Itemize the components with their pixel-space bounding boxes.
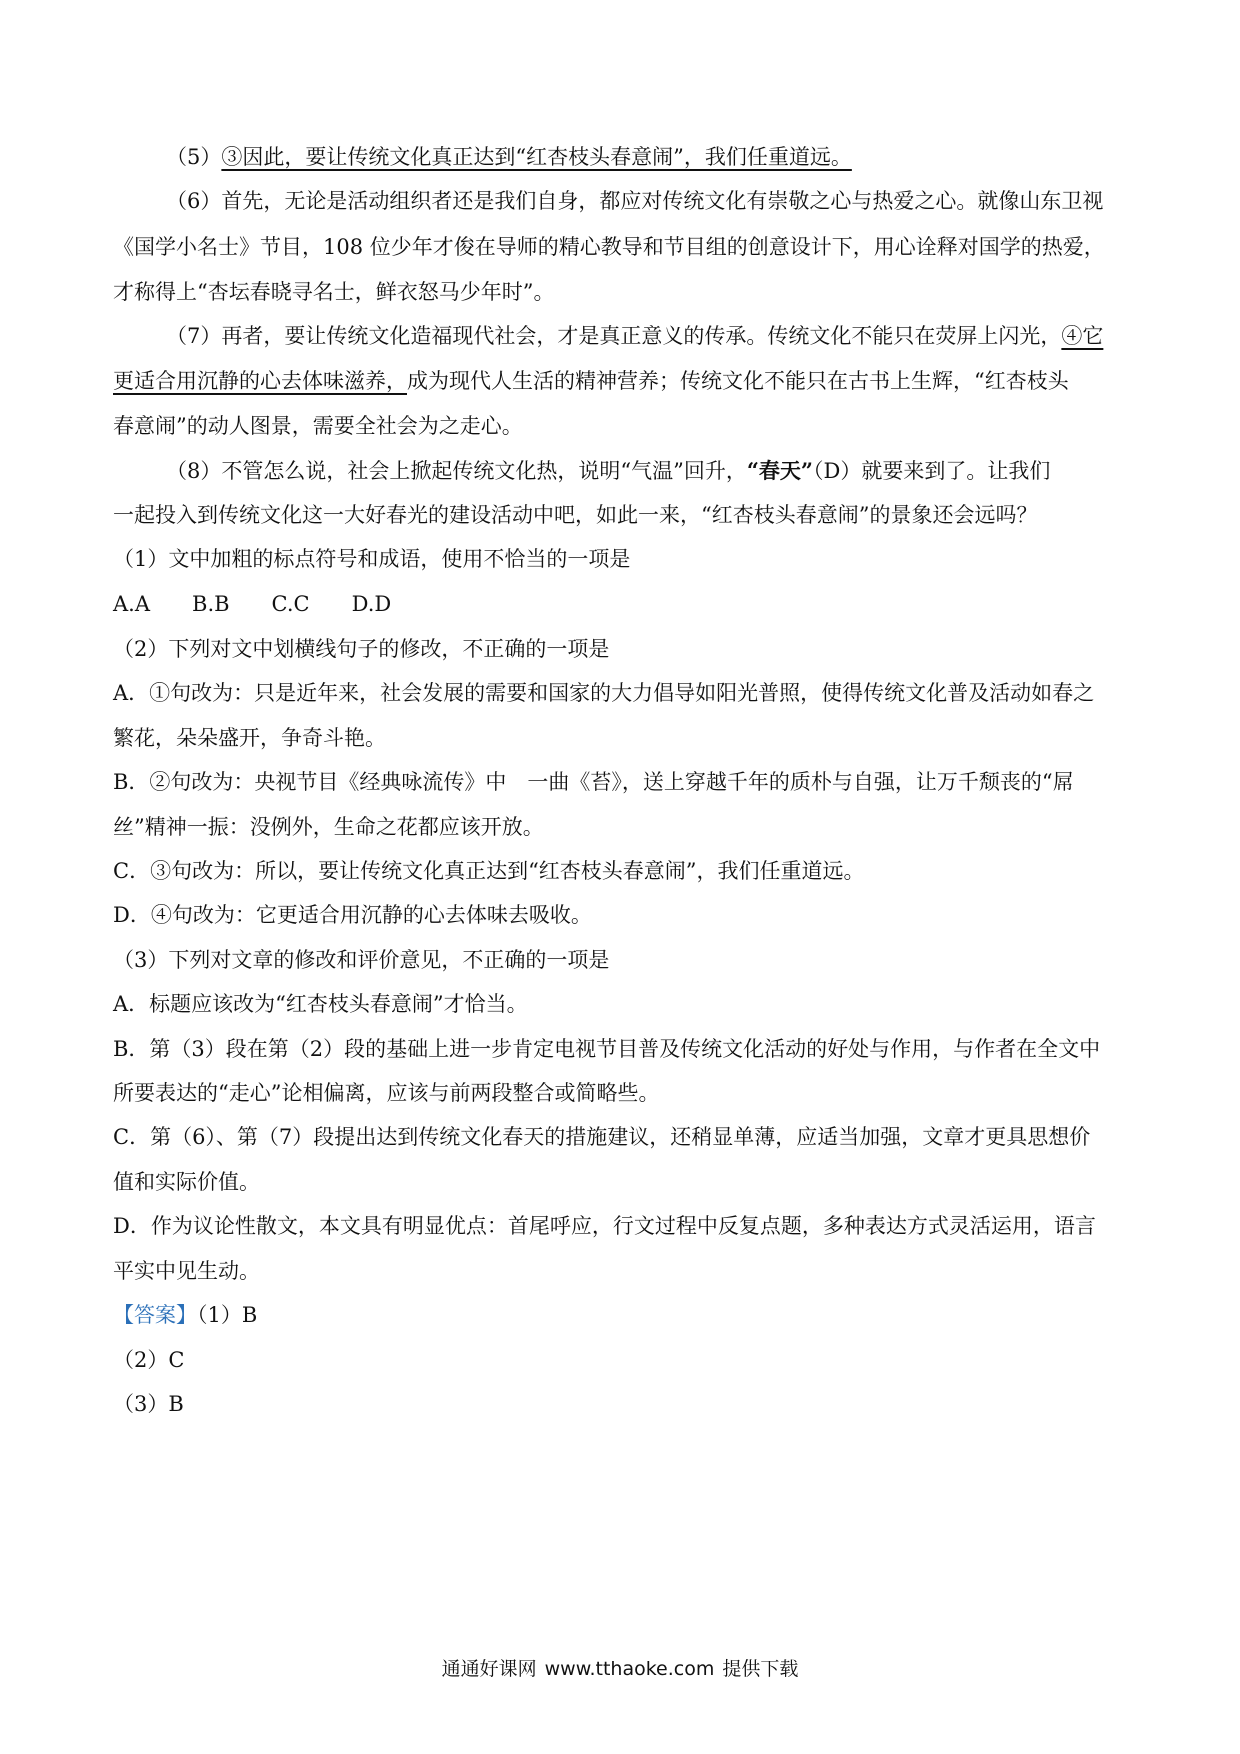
answer-2: （2）C — [113, 1348, 185, 1372]
question2-option-b-cont: 丝”精神一振：没例外，生命之花都应该开放。 — [113, 815, 544, 839]
para8-line1-pre: （8）不管怎么说，社会上掀起传统文化热，说明“气温”回升， — [166, 459, 747, 483]
question3-option-d: D．作为议论性散文，本文具有明显优点：首尾呼应，行文过程中反复点题，多种表达方式灵活运用，语言 — [113, 1214, 1096, 1238]
question2-option-c: C．③句改为：所以，要让传统文化真正达到“红杏枝头春意闹”，我们任重道远。 — [113, 859, 865, 883]
para7-line1 — [166, 321, 1134, 351]
footer-url[interactable]: www.tthaoke.com — [544, 1658, 715, 1680]
question3-option-b-cont: 所要表达的“走心”论相偏离，应该与前两段整合或简略些。 — [113, 1081, 660, 1105]
answer-3: （3）B — [113, 1392, 184, 1416]
answer-line1 — [113, 1300, 1133, 1330]
question3-option-c-cont: 值和实际价值。 — [113, 1170, 260, 1194]
footer-note: 提供下载 — [722, 1658, 799, 1680]
question2-option-b: B．②句改为：央视节目《经典咏流传》中 一曲《苔》，送上穿越千年的质朴与自强，让万千颓丧的“屌 — [113, 770, 1074, 794]
para7-line2 — [113, 366, 1133, 396]
question2-option-a: A．①句改为：只是近年来，社会发展的需要和国家的大力倡导如阳光普照，使得传统文化普及活动如春之 — [113, 681, 1095, 705]
question3-option-d-cont: 平实中见生动。 — [113, 1259, 260, 1283]
answer-1: （1）B — [197, 1303, 258, 1327]
page-footer — [0, 1655, 1240, 1683]
underlined-sentence-4-end: 更适合用沉静的心去体味滋养， — [113, 369, 407, 393]
para8-line2: 一起投入到传统文化这一大好春光的建设活动中吧，如此一来，“红杏枝头春意闹”的景象还会远吗？ — [113, 503, 1038, 527]
question3-option-b: B．第（3）段在第（2）段的基础上进一步肯定电视节目普及传统文化活动的好处与作用，与作者在全文中 — [113, 1037, 1101, 1061]
question2-stem: （2）下列对文中划横线句子的修改，不正确的一项是 — [113, 637, 610, 661]
para5-line — [166, 142, 1134, 172]
footer-site: 通通好课网 — [441, 1658, 537, 1680]
para6-line2: 《国学小名士》节目，108 位少年才俊在导师的精心教导和节目组的创意设计下，用心诠释对国学的热爱， — [113, 235, 1105, 259]
question2-option-a-cont: 繁花，朵朵盛开，争奇斗艳。 — [113, 726, 386, 750]
para8-line1-post: （D）就要来到了。让我们 — [813, 459, 1051, 483]
question1-stem: （1）文中加粗的标点符号和成语，使用不恰当的一项是 — [113, 547, 631, 571]
bold-phrase-spring: “春天” — [746, 458, 814, 483]
para7-line2-text: 成为现代人生活的精神营养；传统文化不能只在古书上生辉，“红杏枝头 — [407, 369, 1069, 393]
underlined-sentence-4-start: ④它 — [1061, 324, 1104, 348]
para8-line1 — [166, 456, 1134, 486]
underlined-sentence-3: ③因此，要让传统文化真正达到“红杏枝头春意闹”，我们任重道远。 — [221, 145, 852, 169]
question3-option-a: A．标题应该改为“红杏枝头春意闹”才恰当。 — [113, 992, 528, 1016]
para6-line1: （6）首先，无论是活动组织者还是我们自身，都应对传统文化有崇敬之心与热爱之心。就像山东卫视 — [166, 189, 1104, 213]
para7-line3: 春意闹”的动人图景，需要全社会为之走心。 — [113, 414, 523, 438]
para6-line3: 才称得上“杏坛春晓寻名士，鲜衣怒马少年时”。 — [113, 280, 555, 304]
answer-label: 【答案】 — [113, 1303, 197, 1327]
question3-stem: （3）下列对文章的修改和评价意见，不正确的一项是 — [113, 948, 610, 972]
para7-line1-text: （7）再者，要让传统文化造福现代社会，才是真正意义的传承。传统文化不能只在荧屏上闪光， — [166, 324, 1062, 348]
question3-option-c: C．第（6）、第（7）段提出达到传统文化春天的措施建议，还稍显单薄，应适当加强，文章才更具思想价 — [113, 1125, 1091, 1149]
question1-options: A.A B.B C.C D.D — [113, 592, 392, 616]
para5-prefix: （5） — [166, 145, 222, 169]
question2-option-d: D．④句改为：它更适合用沉静的心去体味去吸收。 — [113, 903, 592, 927]
